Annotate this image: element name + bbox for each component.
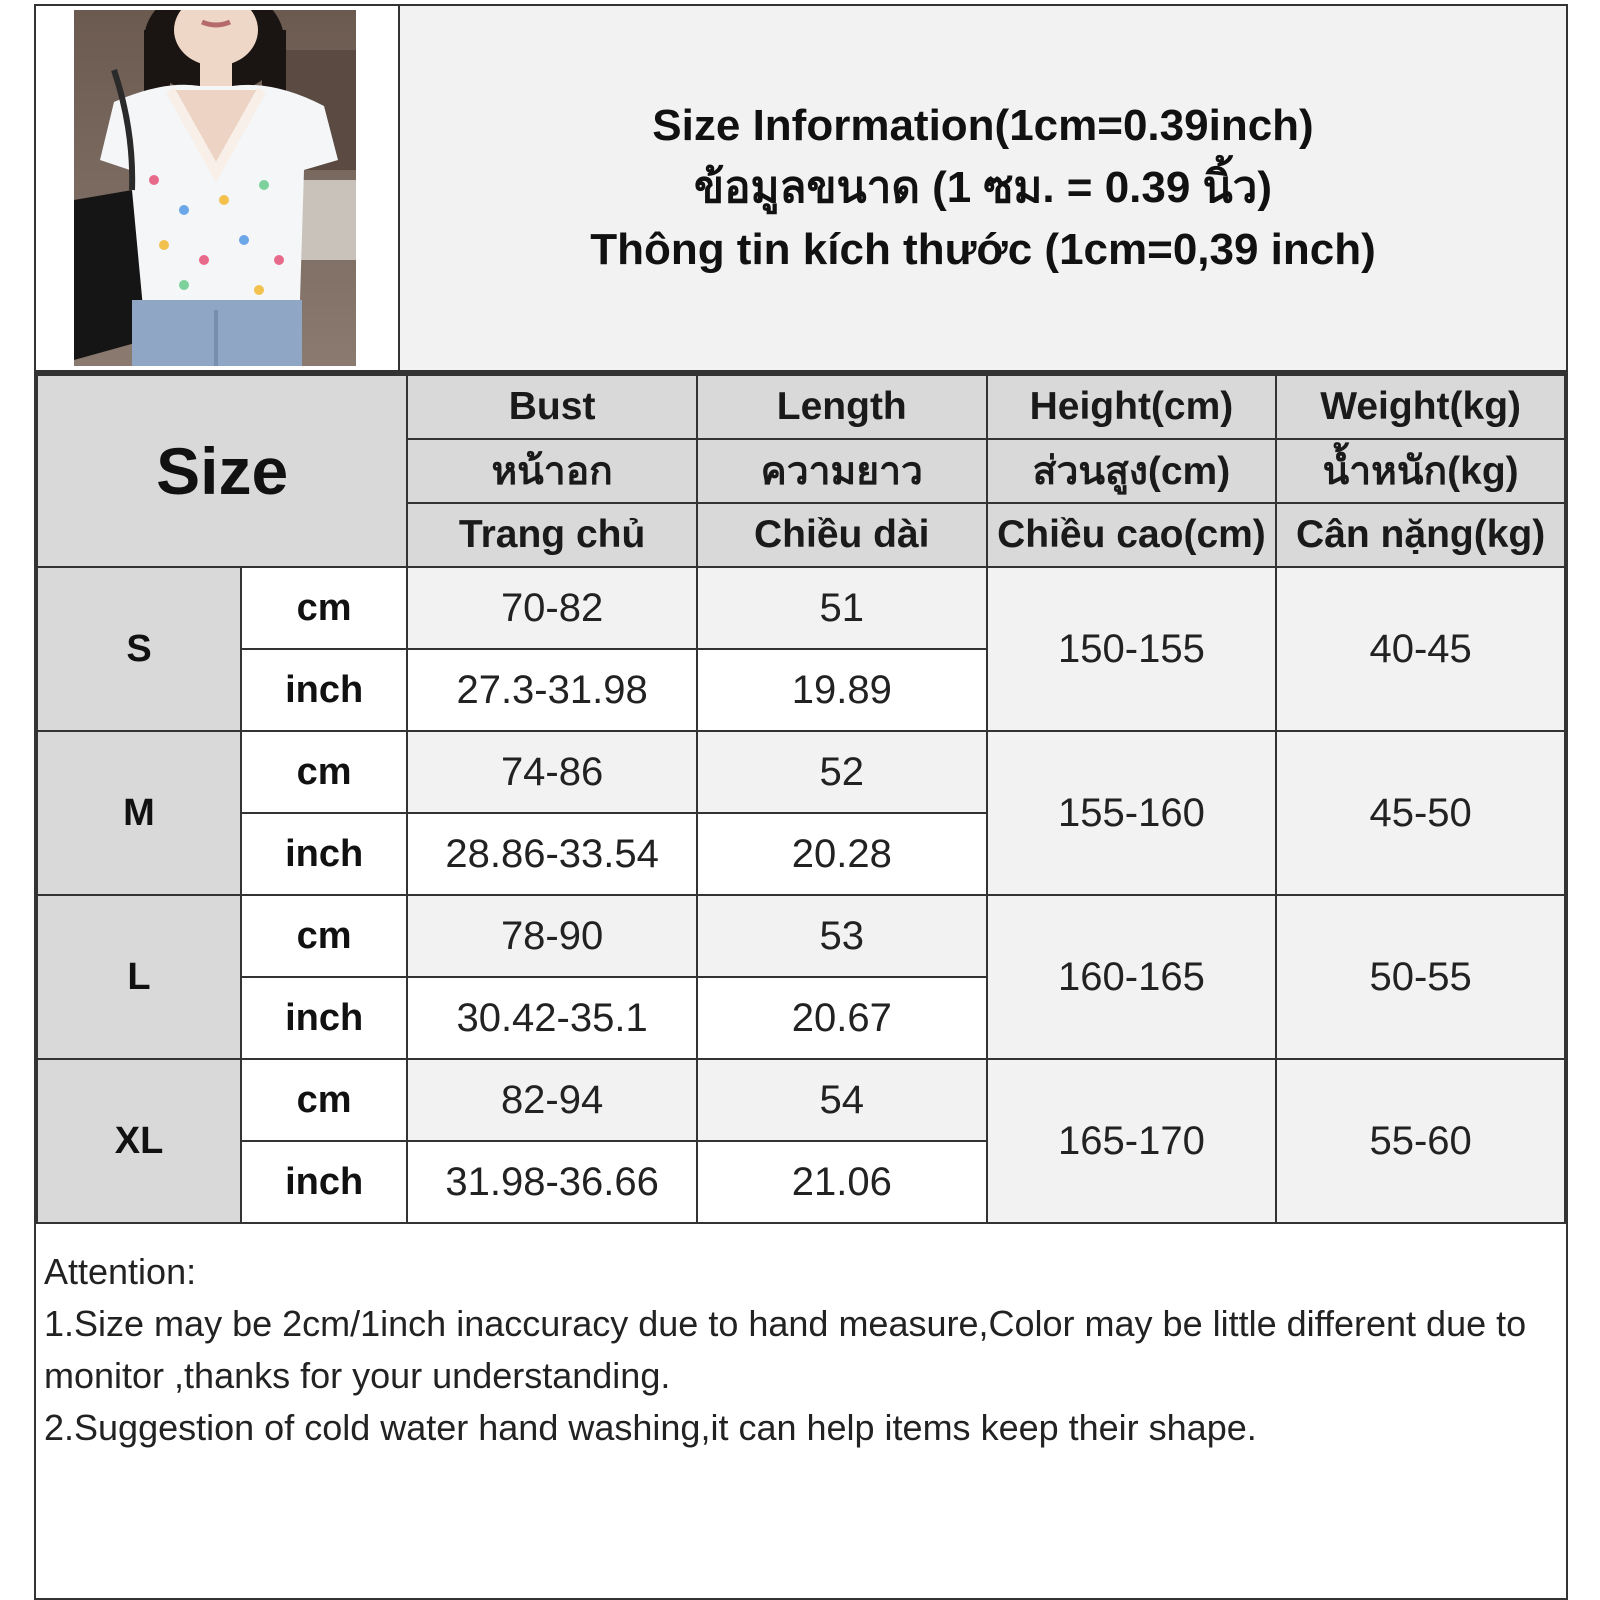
col-weight-en: Weight(kg)	[1276, 375, 1565, 439]
notes-heading: Attention:	[44, 1251, 197, 1292]
length-inch: 21.06	[697, 1141, 987, 1223]
col-weight-th: น้ำหนัก(kg)	[1276, 439, 1565, 503]
weight-range: 40-45	[1276, 567, 1565, 731]
unit-inch: inch	[241, 977, 407, 1059]
col-bust-vi: Trang chủ	[407, 503, 697, 567]
unit-cm: cm	[241, 1059, 407, 1141]
height-range: 165-170	[987, 1059, 1277, 1223]
height-range: 160-165	[987, 895, 1277, 1059]
size-label: S	[37, 567, 241, 731]
table-row	[37, 1059, 1565, 1141]
notes-line-2: 2.Suggestion of cold water hand washing,it can help items keep their shape.	[44, 1407, 1257, 1448]
bust-cm: 82-94	[407, 1059, 697, 1141]
size-label: XL	[37, 1059, 241, 1223]
product-photo-icon	[74, 10, 356, 366]
size-label: M	[37, 731, 241, 895]
col-length-vi: Chiều dài	[697, 503, 987, 567]
table-row	[37, 895, 1565, 977]
unit-inch: inch	[241, 813, 407, 895]
unit-cm: cm	[241, 567, 407, 649]
col-length-th: ความยาว	[697, 439, 987, 503]
weight-range: 45-50	[1276, 731, 1565, 895]
notes-line-1: 1.Size may be 2cm/1inch inaccuracy due to hand measure,Color may be little different due to monitor ,thanks for your understanding.	[44, 1303, 1527, 1396]
col-weight-vi: Cân nặng(kg)	[1276, 503, 1565, 567]
title-english: Size Information(1cm=0.39inch)	[652, 101, 1314, 150]
size-chart	[34, 4, 1568, 1600]
length-inch: 20.67	[697, 977, 987, 1059]
unit-cm: cm	[241, 731, 407, 813]
height-range: 150-155	[987, 567, 1277, 731]
title-thai: ข้อมูลขนาด (1 ซม. = 0.39 นิ้ว)	[693, 163, 1272, 212]
table-row	[37, 567, 1565, 649]
product-photo	[74, 10, 356, 366]
size-header: Size	[37, 375, 407, 567]
size-label: L	[37, 895, 241, 1059]
title-vietnamese: Thông tin kích thước (1cm=0,39 inch)	[590, 225, 1376, 274]
photo-cell	[36, 6, 400, 370]
bust-inch: 31.98-36.66	[407, 1141, 697, 1223]
col-bust-th: หน้าอก	[407, 439, 697, 503]
length-inch: 19.89	[697, 649, 987, 731]
col-height-en: Height(cm)	[987, 375, 1277, 439]
bust-cm: 78-90	[407, 895, 697, 977]
title-cell	[400, 6, 1566, 370]
bust-inch: 27.3-31.98	[407, 649, 697, 731]
size-table	[36, 374, 1566, 1224]
weight-range: 50-55	[1276, 895, 1565, 1059]
col-length-en: Length	[697, 375, 987, 439]
unit-inch: inch	[241, 649, 407, 731]
length-cm: 51	[697, 567, 987, 649]
weight-range: 55-60	[1276, 1059, 1565, 1223]
bust-inch: 28.86-33.54	[407, 813, 697, 895]
col-height-vi: Chiều cao(cm)	[987, 503, 1277, 567]
col-height-th: ส่วนสูง(cm)	[987, 439, 1277, 503]
bust-cm: 70-82	[407, 567, 697, 649]
bust-cm: 74-86	[407, 731, 697, 813]
unit-inch: inch	[241, 1141, 407, 1223]
height-range: 155-160	[987, 731, 1277, 895]
attention-notes	[36, 1240, 1566, 1598]
bust-inch: 30.42-35.1	[407, 977, 697, 1059]
length-cm: 54	[697, 1059, 987, 1141]
table-row	[37, 731, 1565, 813]
length-cm: 52	[697, 731, 987, 813]
length-inch: 20.28	[697, 813, 987, 895]
length-cm: 53	[697, 895, 987, 977]
unit-cm: cm	[241, 895, 407, 977]
col-bust-en: Bust	[407, 375, 697, 439]
